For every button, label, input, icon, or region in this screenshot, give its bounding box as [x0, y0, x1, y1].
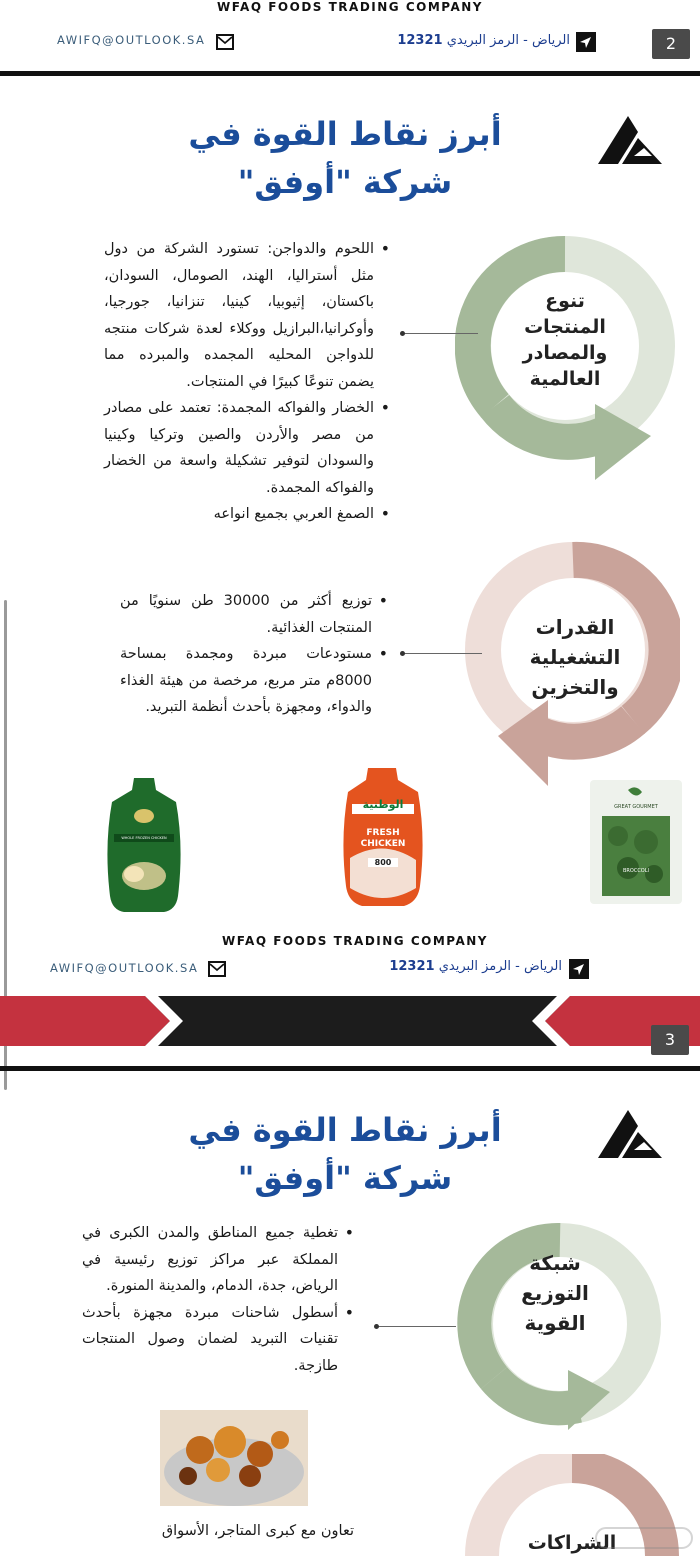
footer-address-text: الرياض - الرمز البريدي — [438, 959, 562, 974]
frozen-chicken-label: WHOLE FROZEN CHICKEN — [121, 836, 167, 840]
bullet-vegetables-fruits: • الخضار والفواكه المجمدة: تعتمد على مصادر من مصر والأردن والصين وتركيا وكينيا والسودان لتوفير تشكيلة واسعة من الخضار والفواكه المجمدة. — [104, 395, 390, 501]
circle2-label: القدرات التشغيلية والتخزين — [529, 615, 621, 699]
page-divider — [0, 1066, 700, 1071]
section1-bullets2 — [120, 588, 388, 721]
connector-line-3 — [376, 1326, 456, 1327]
header-email[interactable]: AWIFQ@OUTLOOK.SA — [57, 33, 206, 47]
footer-address — [389, 959, 562, 974]
footer-mail-icon — [208, 961, 226, 981]
mail-icon — [216, 34, 234, 54]
section2-title-line2: شركة "أوفق" — [237, 1159, 453, 1197]
section2-circle2-label: الشراكات — [527, 1532, 617, 1554]
postal-code: 12321 — [397, 33, 443, 48]
fresh-chicken-weight: 800 — [368, 858, 398, 867]
product-broccoli-image — [588, 776, 684, 906]
footer-navigation-icon — [569, 959, 589, 983]
footer-company: WFAQ FOODS TRADING COMPANY — [222, 934, 488, 948]
circle1-label: تنوع المنتجات والمصادر العالمية — [522, 290, 608, 390]
broccoli-name: BROCCOLI — [622, 868, 650, 874]
header-address — [397, 33, 570, 48]
section2-circle1-label: شبكة التوزيع القوية — [521, 1251, 589, 1335]
section1-title — [170, 110, 520, 206]
product-fresh-chicken-image — [340, 768, 426, 908]
bullet-warehouses: • مستودعات مبردة ومجمدة بمساحة 8000م متر مربع، مرخصة من هيئة الغذاء والدواء، ومجهزة بأحدث أنظمة التبريد. — [120, 641, 388, 721]
company-logo — [594, 112, 666, 172]
bullet-meat-poultry: • اللحوم والدواجن: تستورد الشركة من دول مثل أستراليا، الهند، الصومال، السودان، باكستان، إثيوبيا، كينيا، تنزانيا، جورجيا، وأوكرانيا،البرازيل ووكلاء لعدة شركات منتجه للدواجن المحليه المجمده والمبرده مما يضمن تنوعًا كبيرًا في المنتجات. — [104, 236, 390, 395]
watermark — [594, 1524, 694, 1556]
connector-line-2 — [402, 653, 482, 654]
section1-bullets1 — [104, 236, 390, 528]
bullet-coverage: • تغطية جميع المناطق والمدن الكبرى في المملكة عبر مراكز توزيع رئيسية في الرياض، جدة، الدمام، والمدينة المنورة. — [82, 1220, 354, 1300]
product-frozen-chicken-image — [104, 776, 184, 914]
broccoli-brand: GREAT GOURMET — [614, 804, 658, 810]
company-logo-2 — [594, 1106, 666, 1166]
section2-title — [170, 1106, 520, 1202]
section2-bottom-text: تعاون مع كبرى المتاجر، الأسواق — [161, 1523, 354, 1539]
bullet-fleet: • أسطول شاحنات مبردة مجهزة بأحدث تقنيات التبريد لضمان وصول المنتجات طازجة. — [82, 1300, 354, 1380]
footer-email[interactable]: AWIFQ@OUTLOOK.SA — [50, 961, 199, 975]
footer-band — [0, 996, 700, 1046]
connector-dot-3 — [374, 1324, 379, 1329]
section1-title-line2: شركة "أوفق" — [237, 163, 453, 201]
bullet-distribution-volume: • توزيع أكثر من 30000 طن سنويًا من المنتجات الغذائية. — [120, 588, 388, 641]
address-text: الرياض - الرمز البريدي — [446, 33, 570, 48]
connector-dot-2 — [400, 651, 405, 656]
footer-postal-code: 12321 — [389, 959, 435, 974]
connector-dot-1 — [400, 331, 405, 336]
section1-title-line1: أبرز نقاط القوة في — [188, 115, 502, 153]
section2-title-line1: أبرز نقاط القوة في — [188, 1111, 502, 1149]
connector-line-1 — [402, 333, 478, 334]
page-number-badge: 2 — [652, 29, 690, 59]
arabic-gum-image — [160, 1410, 308, 1506]
header-divider — [0, 71, 700, 76]
header-company: WFAQ FOODS TRADING COMPANY — [217, 0, 483, 14]
navigation-icon — [576, 32, 596, 56]
fresh-chicken-brand: الوطنية — [362, 798, 404, 811]
section2-bullets1 — [82, 1220, 354, 1379]
fresh-chicken-label-2: CHICKEN — [360, 839, 406, 849]
bullet-arabic-gum: • الصمغ العربي بجميع انواعه — [104, 501, 390, 528]
fresh-chicken-label-1: FRESH — [366, 828, 400, 838]
page-number-badge-3: 3 — [651, 1025, 689, 1055]
